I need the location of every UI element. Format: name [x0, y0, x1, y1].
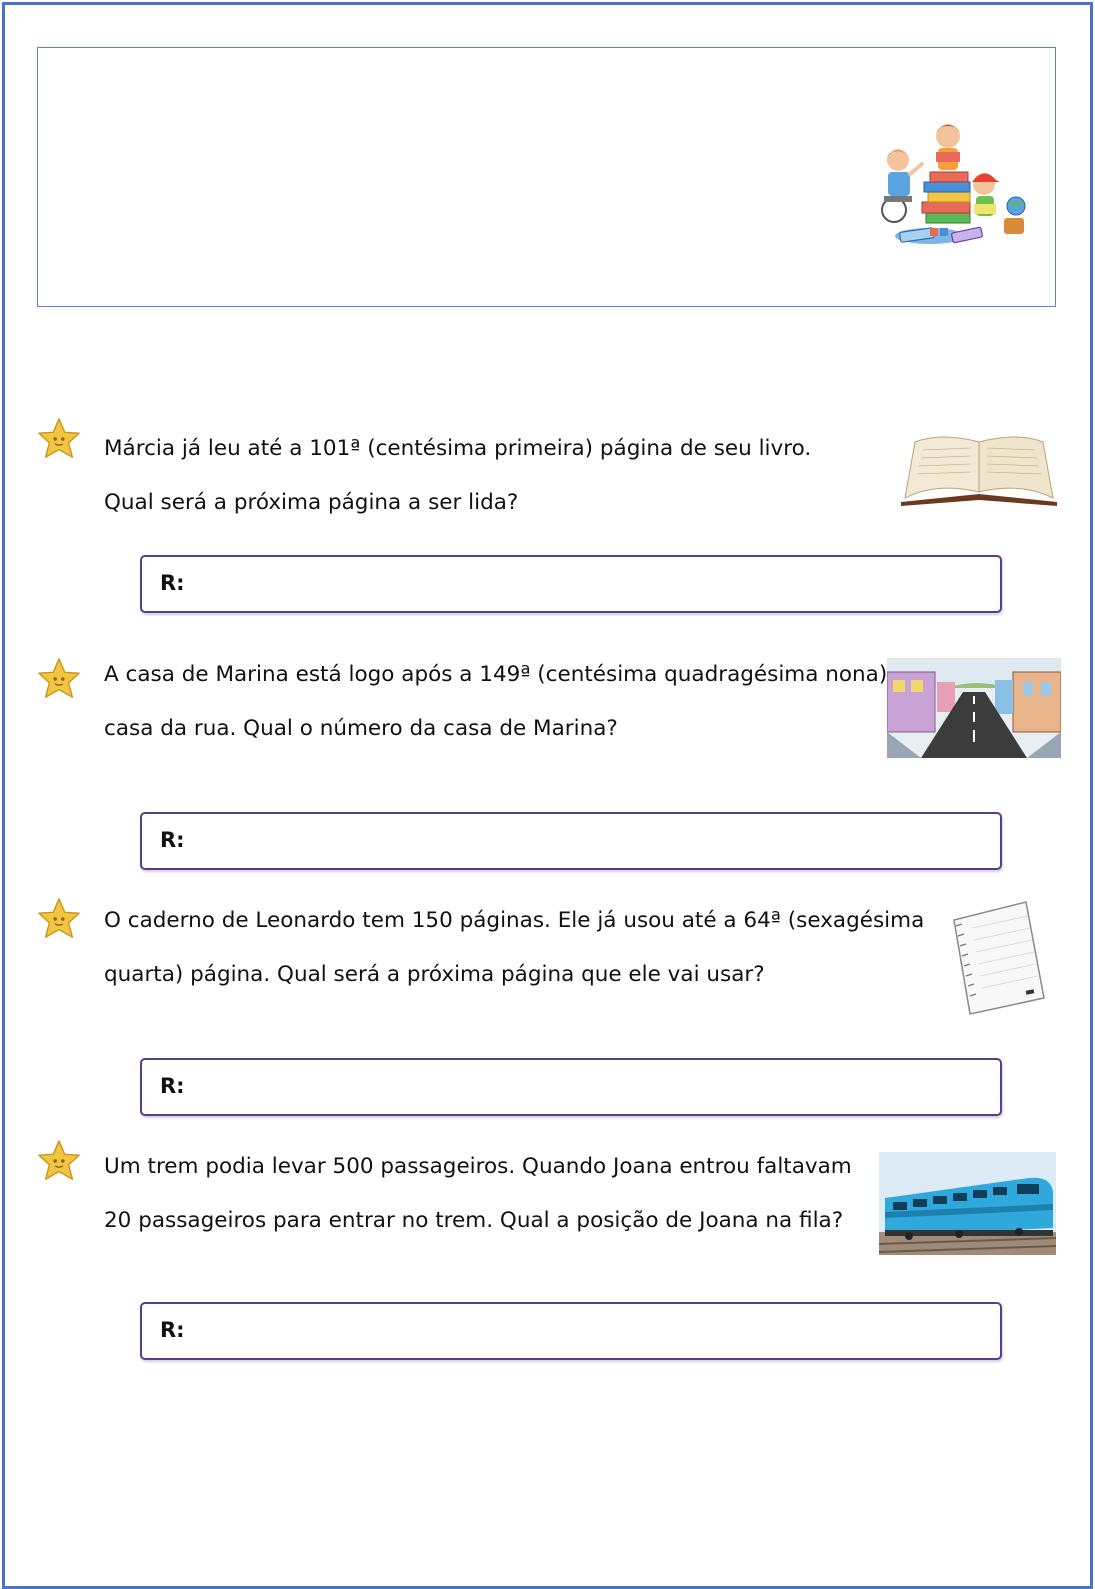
star-icon [36, 416, 82, 462]
question-line: quarta) página. Qual será a próxima página que ele vai usar? [104, 962, 765, 987]
open-book-image [897, 432, 1061, 508]
star-icon [36, 656, 82, 702]
notebook-image [948, 898, 1048, 1016]
answer-label: R: [160, 828, 185, 852]
question-line: Um trem podia levar 500 passageiros. Quando Joana entrou faltavam [104, 1154, 852, 1179]
question-line: A casa de Marina está logo após a 149ª (centésima quadragésima nona) [104, 662, 888, 687]
answer-box[interactable] [140, 1302, 1002, 1360]
question-line: Qual será a próxima página a ser lida? [104, 490, 519, 515]
star-icon [36, 1138, 82, 1184]
street-drawing-image [887, 658, 1061, 758]
question-text [104, 648, 887, 756]
children-reading-books-illustration [860, 118, 1035, 253]
answer-box[interactable] [140, 1058, 1002, 1116]
answer-label: R: [160, 571, 185, 595]
answer-label: R: [160, 1074, 185, 1098]
question-text [104, 894, 924, 1002]
question-text [104, 422, 811, 530]
question-text [104, 1140, 852, 1248]
answer-box[interactable] [140, 812, 1002, 870]
answer-label: R: [160, 1318, 185, 1342]
question-line: Márcia já leu até a 101ª (centésima primeira) página de seu livro. [104, 436, 812, 461]
question-line: casa da rua. Qual o número da casa de Marina? [104, 716, 618, 741]
star-icon [36, 896, 82, 942]
question-line: O caderno de Leonardo tem 150 páginas. Ele já usou até a 64ª (sexagésima [104, 908, 925, 933]
train-image [879, 1152, 1056, 1255]
question-line: 20 passageiros para entrar no trem. Qual a posição de Joana na fila? [104, 1208, 844, 1233]
answer-box[interactable] [140, 555, 1002, 613]
